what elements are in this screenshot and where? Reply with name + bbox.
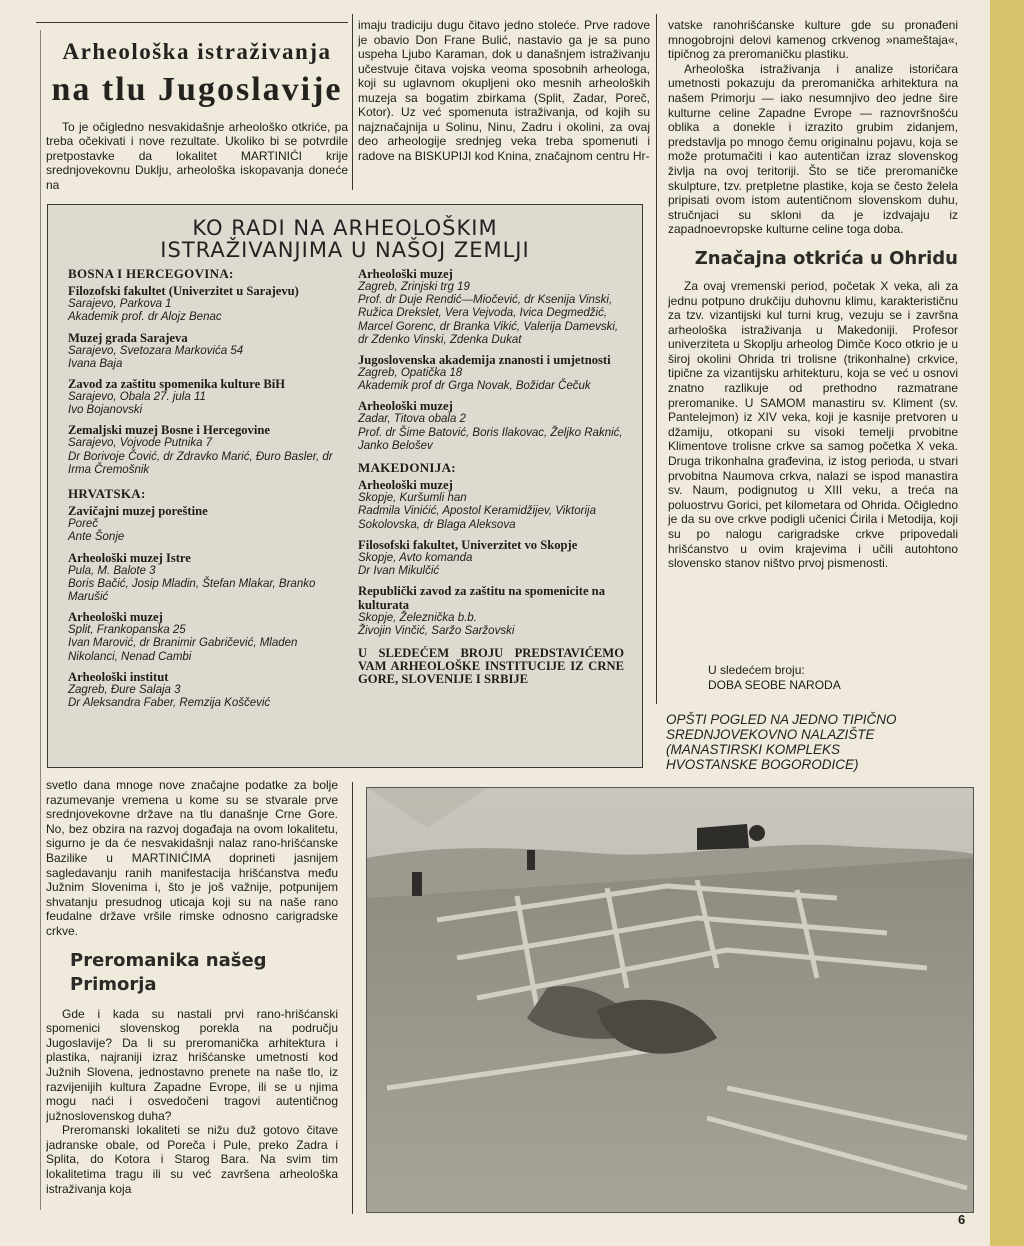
- middle-paragraph: imaju tradiciju dugu čitavo jedno stoleće. Prve radove je obavio Don Frane Bulić, nastavio ga je sa puno uspeha Ljubo Karaman, dok u današnjem istraživanju učestvuje čitava vojska veoma sposobnih arheologa, koji su uglavnom okupljeni oko mesnih arheoloških muzeja sa bogatim zbirkama (Split, Zadar, Poreč, Kotor). Uz već spomenuta istraživanja, od kojih su najznačajnija u Solinu, Ninu, Zadru i okolini, za ovaj deo arheologije srednjeg veka treba spomenuti i radove na BISKUPIJI kod Knina, značajnom centru Hr-: [358, 18, 650, 163]
- article-title-line2: na tlu Jugoslavije: [51, 71, 343, 108]
- region-heading: MAKEDONIJA:: [358, 460, 456, 476]
- institutions-box: [47, 204, 643, 768]
- institution-people: Dr Ivan Mikulčić: [358, 565, 440, 578]
- institution-name: Muzej grada Sarajeva: [68, 330, 188, 345]
- left-paragraph-1: svetlo dana mnoge nove značajne podatke za bolje razumevanje vremena u kome su se stvarale prve srednjovekovne države na tlu današnje Crne Gore. No, bez obzira na razvoj događaja na ovom lokalitetu, sigurno je da će nesvakidašnji nalaz rano-hrišćanske Bazilike u MARTINIĆIMA doprineti jasnijem sagledavanju ranih manifestacija hrišćanstva među Južnim Slovenima i, što je još važnije, potpunijem shvatanju presudnog uticaja koji su na naše rano feudalne države vršile rimske odnosno carigradske crkve.: [46, 778, 338, 938]
- institution-address: Skopje, Avto komanda: [358, 551, 473, 564]
- institution-address: Sarajevo, Svetozara Markovića 54: [68, 344, 244, 357]
- institution-name: Filosofski fakultet, Univerzitet vo Skopje: [358, 537, 578, 552]
- institution-address: Zagreb, Opatička 18: [358, 367, 463, 380]
- institution-people: Ivana Baja: [68, 357, 123, 370]
- left-column-bottom: [46, 778, 338, 1214]
- excavation-photo: [366, 787, 974, 1213]
- institution-address: Zadar, Titova obala 2: [358, 413, 466, 426]
- column-rule: [40, 30, 41, 1210]
- institution-name: Arheološki muzej: [358, 399, 453, 414]
- institution-people: Dr Aleksandra Faber, Remzija Koščević: [68, 697, 271, 710]
- institution-address: Sarajevo, Vojvode Putnika 7: [68, 437, 213, 450]
- institution-address: Split, Frankopanska 25: [68, 624, 186, 637]
- article-title-line1: Arheološka istraživanja: [62, 39, 332, 64]
- article-intro: To je očigledno nesvakidašnje arheološko otkriće, pa treba očekivati i nove rezultate. Ukoliko bi se potvrdile pretpostavke da lokalitet MARTINIĆI krije srednjovekovnu Duklju, arheološka iskopavanja doneće na: [46, 120, 348, 192]
- column-rule: [656, 14, 657, 704]
- institution-name: Zavičajni muzej poreštine: [68, 504, 208, 519]
- middle-column-top: [358, 18, 650, 194]
- institution-name: Arheološki muzej: [68, 610, 163, 625]
- caption-line: OPŠTI POGLED NA JEDNO TIPIČNO: [666, 712, 897, 727]
- left-paragraph-3: Preromanski lokaliteti se nižu duž gotovo čitave jadranske obale, od Poreča i Pule, preko Zadra i Splita, do Kotora i Starog Bara. Na svim tim lokalitetima tragu ili su već završena arheološka istraživanja koja: [46, 1123, 338, 1196]
- box-right-column: [358, 267, 624, 686]
- photo-caption: [666, 712, 966, 772]
- institution-people: Ivan Marović, dr Branimir Gabričević, Mladen Nikolanci, Nenad Cambi: [68, 637, 298, 663]
- column-rule: [352, 14, 353, 190]
- caption-line: (MANASTIRSKI KOMPLEKS: [666, 742, 841, 757]
- institution-address: Sarajevo, Parkova 1: [68, 298, 172, 311]
- next-issue-title: DOBA SEOBE NARODA: [708, 677, 841, 692]
- article-rule: [36, 22, 348, 23]
- institution-address: Poreč: [68, 518, 99, 531]
- region-heading: BOSNA I HERCEGOVINA:: [68, 266, 234, 281]
- box-title: [48, 217, 642, 261]
- box-title-line2: ISTRAŽIVANJIMA U NAŠOJ ZEMLJI: [160, 238, 530, 262]
- institution-address: Zagreb, Zrinjski trg 19: [358, 281, 470, 293]
- next-issue-label: U sledećem broju:: [708, 663, 805, 677]
- institution-name: Arheološki muzej: [358, 478, 453, 493]
- article-header: [46, 38, 348, 194]
- institution-address: Skopje, Železnička b.b.: [358, 612, 477, 625]
- institution-people: Ivo Bojanovski: [68, 404, 143, 417]
- page-number: 6: [958, 1212, 966, 1227]
- section-heading-ohrid: Značajna otkrića u Ohridu: [694, 247, 958, 269]
- institution-name: Arheološki institut: [68, 669, 169, 684]
- right-paragraph-2: Arheološka istraživanja i analize istoričara umetnosti pokazuju da preromanička arhitektura na našem Primorju — iako nesumnjivo deo jedne šire kulturne celine Zapadne Evrope — raznovršnošću oblika a donekle i izrazito grubim zidanjem, predstavlja po mnogo čemu originalnu pojavu, koja se može protumačiti i kao autentičan izraz slovenskog življa na ovoj teritoriji. Što se tiče preromaničke skulpture, tzv. pretpletne plastike, koja se često želela pripisati ovom istom autentičnom slovenskom duhu, stručnjaci su skloni da je izdvajaju iz zapadnoevropske kulturne celine toga doba.: [668, 61, 958, 237]
- institution-address: Pula, M. Balote 3: [68, 564, 156, 577]
- next-issue-notice: U SLEDEĆEM BROJU PREDSTAVIĆEMO VAM ARHEOLOŠKE INSTITUCIJE IZ CRNE GORE, SLOVENIJE I SRBIJE: [358, 645, 624, 687]
- institution-people: Akademik prof dr Grga Novak, Božidar Čečuk: [358, 380, 591, 393]
- box-title-line1: KO RADI NA ARHEOLOŠKIM: [192, 216, 498, 240]
- institution-people: Boris Bačić, Josip Mladin, Štefan Mlakar, Branko Marušić: [68, 577, 316, 604]
- institution-people: Radmila Vinićić, Apostol Keramidžijev, Viktorija Sokolovska, dr Blaga Aleksova: [358, 505, 596, 531]
- institution-people: Prof. dr Šime Batović, Boris Ilakovac, Željko Raknić, Janko Belošev: [358, 426, 623, 452]
- institution-people: Dr Borivoje Čović, dr Zdravko Marić, Đuro Basler, dr Irma Čremošnik: [68, 450, 333, 476]
- institution-name: Arheološki muzej: [358, 267, 453, 281]
- page-edge: [990, 0, 1024, 1246]
- column-rule: [352, 782, 353, 1214]
- section-heading-preromanika: Preromanika našeg Primorja: [70, 949, 267, 995]
- institution-people: Prof. dr Duje Rendić—Miočević, dr Ksenija Vinski, Ružica Drekslet, Vera Vejvoda, Ivica Degmedžić, Marcel Gorenc, dr Branka Vikić, Valerija Damevski, dr Zdenko Vinski, Zdenka Dukat: [358, 294, 619, 346]
- caption-line: SREDNJOVEKOVNO NALAZIŠTE: [666, 727, 875, 742]
- institution-name: Jugoslovenska akademija znanosti i umjetnosti: [358, 353, 611, 368]
- caption-line: HVOSTANSKE BOGORODICE): [666, 757, 859, 772]
- institution-people: Ante Šonje: [68, 531, 125, 544]
- region-heading: HRVATSKA:: [68, 486, 146, 502]
- institution-name: Arheološki muzej Istre: [68, 550, 191, 565]
- institution-people: Živojin Vinčić, Saržo Saržovski: [358, 625, 515, 638]
- box-left-column: [68, 267, 340, 710]
- institution-name: Zemaljski muzej Bosne i Hercegovine: [68, 423, 270, 438]
- institution-name: Zavod za zaštitu spomenika kulture BiH: [68, 377, 286, 392]
- institution-address: Skopje, Kuršumli han: [358, 492, 467, 505]
- right-column: [668, 18, 958, 658]
- institution-address: Zagreb, Đure Salaja 3: [68, 683, 181, 696]
- right-paragraph-1: vatske ranohrišćanske kulture gde su pronađeni mnogobrojni delovi kamenog crkvenog »nameštaja«, tipičnog za preromaničku plastiku.: [668, 18, 958, 62]
- institution-name: Republički zavod za zaštitu na spomenicite na kulturata: [358, 584, 605, 613]
- next-issue-note: [708, 663, 841, 692]
- right-paragraph-3: Za ovaj vremenski period, početak X veka, ali za jednu potpuno drukčiju duhovnu klimu, karakterističnu za tzv. vizantijski kul turni krug, vezuju se i završna arheološka istraživanja u Makedoniji. Profesor univerziteta u Skoplju arheolog Dimče Koco otkrio je u široj okolini Ohrida tri trolisne (trikonhalne) crkvice, tipične za vizantijsku arhitekturu, koja se već u osnovi znatno razlikuje od prethodno razmatrane preromanike. U SAMOM manastiru sv. Kliment (sv. Pantelejmon) iz XIV veka, koji je kasnije pretvoren u džamiju, otkopani su visoki temelji prvobitne Klimentove trolisne crkve sa samog početka X veka. Druga trikonhalna građevina, iz istog perioda, u stvari prvobitna Naumova crkva, nalazi se ispod manastira sv. Naum, podignutog u XIII veku, a treća na poluostrvu Gorici, pet kilometara od Ohrida. Očigledno je da su ove crkve podigli učenici Ćirila i Metodija, koji su po nalogu carigradske crkve pripovedali hrišćanstvo u ovim krajevima i učili autohtono slovensko stanov ništvo prvoj pismenosti.: [668, 278, 958, 571]
- institution-name: Filozofski fakultet (Univerzitet u Sarajevu): [68, 284, 299, 299]
- institution-address: Sarajevo, Obala 27. jula 11: [68, 391, 206, 404]
- left-paragraph-2: Gde i kada su nastali prvi rano-hrišćanski spomenici slovenskog porekla na području Jugoslavije? Da li su preromanička arhitektura i plastika, najraniji izraz hrišćanske umetnosti kod Južnih Slovena, jednostavno prenete na naše tlo, iz razvijenijih kultura Zapadne Evrope, ili se u njima mogu naći i osvedočeni tragovi autentičnog južnoslovenskog duha?: [46, 1006, 338, 1123]
- institution-people: Akademik prof. dr Alojz Benac: [68, 311, 222, 324]
